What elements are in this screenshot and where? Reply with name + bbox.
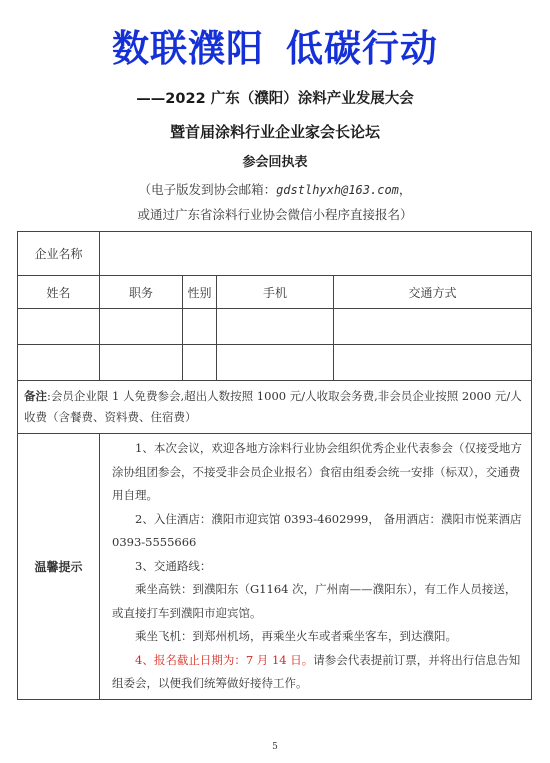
gender-cell[interactable] bbox=[183, 309, 217, 345]
mobile-cell[interactable] bbox=[217, 309, 334, 345]
note-suffix: ， bbox=[398, 182, 412, 197]
transport-cell[interactable] bbox=[334, 309, 532, 345]
remark-text: :会员企业限 1 人免费参会,超出人数按照 1000 元/人收取会务费,非会员企业按照 2000 元/人收费（含餐费、资料费、住宿费） bbox=[24, 389, 522, 424]
mobile-cell[interactable] bbox=[217, 345, 334, 381]
remark-label: 备注 bbox=[24, 389, 47, 403]
tip-hotel: 2、入住酒店：濮阳市迎宾馆 0393-4602999， 备用酒店：濮阳市悦莱酒店 0393-5555666 bbox=[112, 511, 522, 549]
attendee-row bbox=[18, 345, 532, 381]
name-cell[interactable] bbox=[18, 309, 100, 345]
forum-title: 暨首届涂料行业企业家会长论坛 bbox=[169, 123, 380, 141]
banner-part1: 数联濮阳 bbox=[112, 27, 264, 70]
column-header-gender: 性别 bbox=[183, 276, 217, 309]
form-title: 参会回执表 bbox=[242, 155, 308, 170]
remark-cell bbox=[18, 381, 532, 434]
submission-note-line2: 或通过广东省涂料行业协会微信小程序直接报名） bbox=[137, 207, 413, 222]
company-label: 企业名称 bbox=[18, 232, 100, 276]
name-cell[interactable] bbox=[18, 345, 100, 381]
tips-row bbox=[18, 434, 532, 700]
column-header-mobile: 手机 bbox=[217, 276, 334, 309]
tip-route-heading: 3、交通路线： bbox=[135, 558, 212, 573]
company-row bbox=[18, 232, 532, 276]
note-prefix: （电子版发到协会邮箱： bbox=[138, 182, 277, 197]
remark-row bbox=[18, 381, 532, 434]
position-cell[interactable] bbox=[100, 345, 183, 381]
conference-title: ——2022 广东（濮阳）涂料产业发展大会 bbox=[136, 91, 414, 107]
attendee-row bbox=[18, 309, 532, 345]
tips-label: 温馨提示 bbox=[18, 434, 100, 700]
transport-cell[interactable] bbox=[334, 345, 532, 381]
column-header-transport: 交通方式 bbox=[334, 276, 532, 309]
column-header-position: 职务 bbox=[100, 276, 183, 309]
position-cell[interactable] bbox=[100, 309, 183, 345]
deadline-instructions: 请参会代表提前订票，并将出行信息告知组委会，以便我们统筹做好接待工作。 bbox=[112, 652, 521, 690]
company-name-field[interactable] bbox=[100, 232, 532, 276]
registration-form bbox=[17, 231, 532, 700]
banner-slogan bbox=[0, 18, 550, 72]
page-number: 5 bbox=[272, 742, 278, 752]
tip-train: 乘坐高铁：到濮阳东（G1164 次，广州南——濮阳东），有工作人员接送，或直接打车到濮阳市迎宾馆。 bbox=[112, 582, 517, 620]
column-header-row bbox=[18, 276, 532, 309]
deadline-text: 4、报名截止日期为：7 月 14 日。 bbox=[135, 652, 314, 667]
tips-content bbox=[100, 434, 532, 700]
banner-part2: 低碳行动 bbox=[286, 27, 438, 70]
column-header-name: 姓名 bbox=[18, 276, 100, 309]
email-link[interactable]: gdstlhyxh@163.com bbox=[276, 183, 399, 197]
submission-note bbox=[0, 180, 550, 198]
tip-meeting: 1、本次会议，欢迎各地方涂料行业协会组织优秀企业代表参会（仅接受地方涂协组团参会，不接受非会员企业报名）食宿由组委会统一安排（标双），交通费用自理。 bbox=[112, 441, 522, 502]
tip-flight: 乘坐飞机：到郑州机场，再乘坐火车或者乘坐客车，到达濮阳。 bbox=[135, 629, 457, 643]
tip-deadline bbox=[112, 649, 523, 696]
gender-cell[interactable] bbox=[183, 345, 217, 381]
